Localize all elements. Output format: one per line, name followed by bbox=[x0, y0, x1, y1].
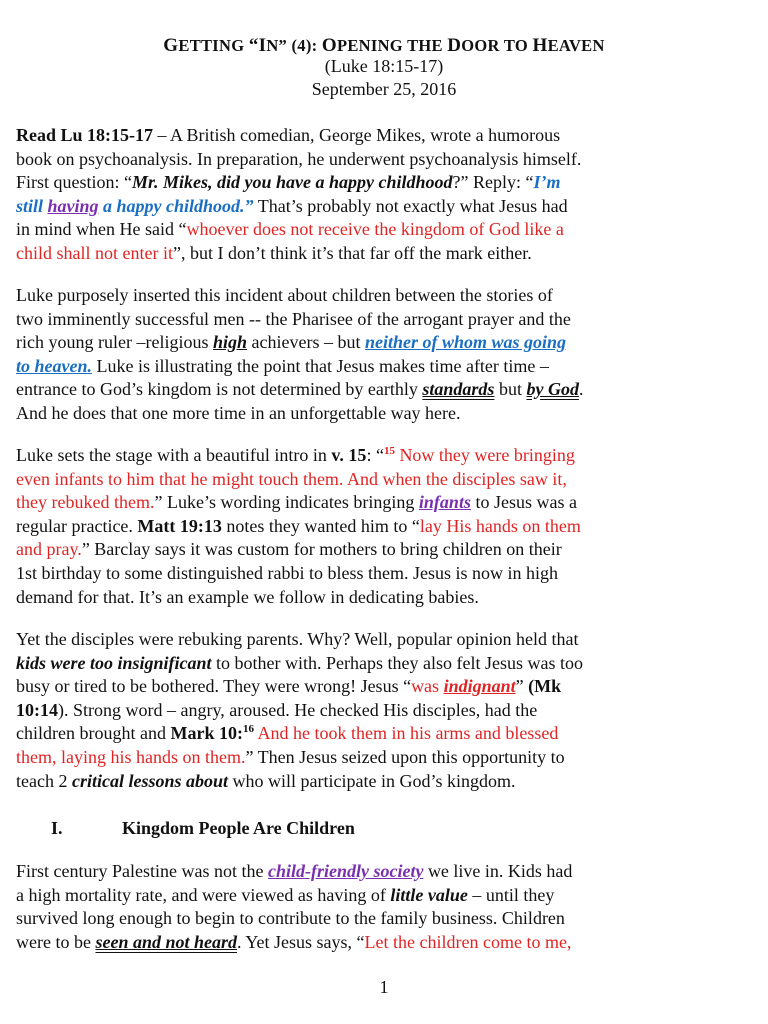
section-title: Kingdom People Are Children bbox=[122, 818, 355, 838]
paragraph-intro: Read Lu 18:15-17 – A British comedian, George Mikes, wrote a humorous book on psychoanalysis. In preparation, he underwent psychoanalysis himself. First question: “Mr. Mikes, did you have a happy childhood?” Reply: “I’m still having a happy childhood.” That’s probably not exactly what Jesus had in mind when He said “whoever does not receive the kingdom of God like a child shall not enter it”, but I don’t think it’s that far off the mark either. bbox=[16, 125, 582, 263]
sermon-date: September 25, 2016 bbox=[311, 79, 457, 99]
paragraph-verse-15: Luke sets the stage with a beautiful intro in v. 15: “$^{15}$ Now they were bringing even infants to him that he might touch them. And when the disciples saw it, they rebuked them.” Luke’s wording indicates bringing infants to Jesus was a regular practice. Matt 19:13 notes they wanted him to “lay His hands on them and pray.” Barclay says it was custom for mothers to bring children on their 1st birthday to some distinguished rabbi to bless them. Jesus is now in high demand for that. It’s an example we follow in dedicating babies. bbox=[16, 445, 581, 607]
paragraph-context: Luke purposely inserted this incident about children between the stories of two imminently successful men -- the Pharisee of the arrogant prayer and the rich young ruler –religious high achievers – but neither of whom was going to heaven. Luke is illustrating the point that Jesus makes time after time – entrance to God’s kingdom is not determined by earthly standards but by God. And he does that one more time in an unforgettable way here. bbox=[16, 285, 584, 423]
paragraph-disciples: Yet the disciples were rebuking parents. Why? Well, popular opinion held that kids were too insignificant to bother with. Perhaps they also felt Jesus was too busy or tired to be bothered. They were wrong! Jesus “was indignant” (Mk 10:14). Strong word – angry, aroused. He checked His disciples, had the children brought and Mark 10:$^{16}$ And he took them in his arms and blessed them, laying his hands on them.” Then Jesus seized upon this opportunity to teach 2 critical lessons about who will participate in God’s kingdom. bbox=[16, 629, 583, 791]
paragraph-kingdom-children: First century Palestine was not the child-friendly society we live in. Kids had a high mortality rate, and were viewed as having of little value – until they survived long enough to begin to contribute to the family business. Children were to be seen and not heard. Yet Jesus says, “Let the children come to me, bbox=[16, 861, 573, 952]
page-number: 1 bbox=[379, 977, 389, 997]
scripture-reference: (Luke 18:15-17) bbox=[324, 56, 444, 76]
sermon-title: GETTING “IN” (4): OPENING THE DOOR TO HEAVEN bbox=[163, 35, 605, 56]
section-number: I. bbox=[51, 818, 63, 838]
